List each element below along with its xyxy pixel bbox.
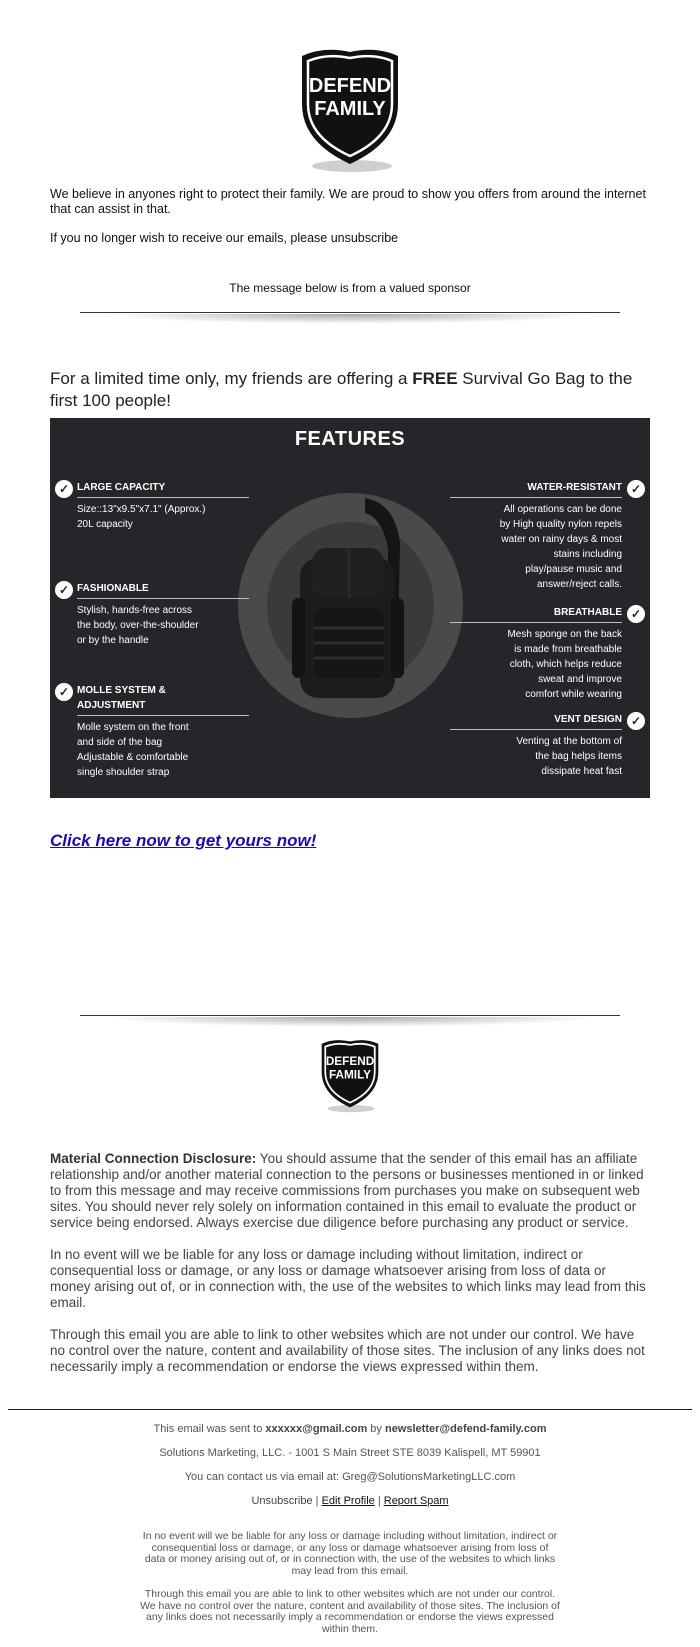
brand-logo bbox=[294, 42, 406, 176]
unsubscribe-notice bbox=[50, 231, 650, 246]
recipient-email: xxxxxx@gmail.com bbox=[265, 1423, 368, 1435]
contact-line: You can contact us via email at: Greg@SolutionsMarketingLLC.com bbox=[184, 1471, 516, 1483]
shield-icon bbox=[294, 42, 406, 176]
headline-part: Survival Go Bag to the first 100 people! bbox=[50, 369, 633, 410]
logo-line2: FAMILY bbox=[314, 98, 386, 120]
disclosure-paragraph bbox=[50, 1151, 650, 1231]
sent-by: by bbox=[367, 1423, 385, 1435]
backpack-icon bbox=[270, 488, 430, 718]
feature-right-2 bbox=[450, 605, 622, 702]
intro-paragraph: We believe in anyones right to protect their family. We are proud to show you offers from around the internet that can assist in that. bbox=[50, 187, 646, 216]
shield-icon bbox=[317, 1035, 383, 1115]
edit-profile-link[interactable]: Edit Profile bbox=[321, 1495, 375, 1507]
feature-body: Venting at the bottom of the bag helps items dissipate heat fast bbox=[516, 736, 622, 777]
features-banner[interactable] bbox=[50, 418, 650, 798]
headline-bold: FREE bbox=[412, 369, 458, 388]
external-links-paragraph: Through this email you are able to link to other websites which are not under our control. We have no control over the nature, content and availability of those sites. The inclusion of any links does not necessarily imply a recommendation or endorse the views expressed within them. bbox=[50, 1327, 645, 1374]
check-icon: ✓ bbox=[55, 581, 73, 599]
sender-email: newsletter@defend-family.com bbox=[384, 1423, 547, 1435]
disclosure-section bbox=[50, 1151, 650, 1391]
feature-heading: WATER-RESISTANT bbox=[450, 480, 622, 498]
headline-part: For a limited time only, my friends are offering a bbox=[50, 369, 413, 388]
divider-bottom bbox=[80, 1015, 620, 1016]
logo-line2: FAMILY bbox=[328, 1068, 372, 1082]
logo-line1: DEFEND bbox=[308, 75, 392, 97]
footer-links bbox=[50, 1496, 650, 1507]
cta-link[interactable]: Click here now to get yours now! bbox=[50, 831, 317, 850]
feature-body: Stylish, hands-free across the body, over-the-shoulder or by the handle bbox=[77, 605, 199, 646]
separator: | bbox=[374, 1495, 384, 1507]
footer bbox=[50, 1424, 650, 1520]
feature-right-1 bbox=[450, 480, 622, 592]
check-icon: ✓ bbox=[55, 480, 73, 498]
footer-legal bbox=[140, 1531, 560, 1647]
feature-body: Molle system on the front and side of the bag Adjustable & comfortable single shoulder strap bbox=[77, 722, 189, 778]
liability-paragraph: In no event will we be liable for any loss or damage including without limitation, indirect or consequential loss or damage, or any loss or damage whatsoever arising from loss of data or money arising out of, or in connection with, the use of the websites to which links may lead from this email. bbox=[50, 1247, 646, 1310]
footer-legal-liability: In no event will we be liable for any loss or damage including without limitation, indirect or consequential loss or damage, or any loss or damage whatsoever arising from loss of data or money arising out of, or in connection with, the use of the websites to which links may lead from this email. bbox=[142, 1530, 558, 1577]
company-address: Solutions Marketing, LLC. - 1001 S Main Street STE 8039 Kalispell, MT 59901 bbox=[159, 1447, 541, 1459]
brand-logo-small bbox=[317, 1035, 383, 1115]
feature-heading: LARGE CAPACITY bbox=[77, 480, 249, 498]
feature-body: Mesh sponge on the back is made from breathable cloth, which helps reduce sweat and improve comfort while wearing bbox=[507, 629, 622, 700]
sponsor-note: The message below is from a valued sponsor bbox=[229, 281, 471, 295]
sent-to-line bbox=[50, 1424, 650, 1435]
separator: | bbox=[312, 1495, 322, 1507]
feature-right-3 bbox=[450, 712, 622, 779]
disclosure-label: Material Connection Disclosure: bbox=[50, 1151, 257, 1166]
check-icon: ✓ bbox=[627, 605, 645, 623]
feature-body: All operations can be done by High quality nylon repels water on rainy days & most stains including play/pause music and answer/reject calls. bbox=[499, 504, 622, 590]
feature-left-2 bbox=[77, 581, 249, 648]
logo-line1: DEFEND bbox=[325, 1054, 375, 1068]
feature-left-3 bbox=[77, 683, 249, 780]
check-icon: ✓ bbox=[627, 712, 645, 730]
feature-heading: BREATHABLE bbox=[450, 605, 622, 623]
feature-left-1 bbox=[77, 480, 249, 532]
feature-heading: VENT DESIGN bbox=[450, 712, 622, 730]
unsubscribe-link[interactable]: unsubscribe bbox=[330, 231, 399, 245]
feature-heading: FASHIONABLE bbox=[77, 581, 249, 599]
report-spam-link[interactable]: Report Spam bbox=[383, 1495, 449, 1507]
features-title: FEATURES bbox=[294, 428, 406, 450]
unsubscribe-prefix: If you no longer wish to receive our emails, please bbox=[50, 231, 331, 245]
check-icon: ✓ bbox=[627, 480, 645, 498]
feature-heading: MOLLE SYSTEM & ADJUSTMENT bbox=[77, 683, 249, 716]
sent-prefix: This email was sent to bbox=[153, 1423, 266, 1435]
disclosure-text: You should assume that the sender of this email has an affiliate relationship and/or another material connection to the persons or businesses mentioned in or linked to from this message and may receive commissions from purchases you make on subsequent web sites. You should never rely solely on information contained in this email to evaluate the product or service being endorsed. Always exercise due diligence before purchasing any product or service. bbox=[50, 1151, 644, 1230]
footer-unsubscribe[interactable]: Unsubscribe bbox=[251, 1495, 313, 1507]
check-icon: ✓ bbox=[55, 683, 73, 701]
footer-legal-links: Through this email you are able to link to other websites which are not under our control. We have no control over the nature, content and availability of those sites. The inclusion of any links does not necessarily imply a recommendation or endorse the views expressed within them. bbox=[140, 1588, 560, 1635]
intro-text bbox=[50, 187, 650, 260]
divider-top bbox=[80, 312, 620, 313]
offer-headline bbox=[50, 368, 650, 412]
feature-body: Size::13"x9.5"x7.1" (Approx.) 20L capacity bbox=[77, 504, 206, 530]
footer-divider bbox=[8, 1409, 692, 1410]
